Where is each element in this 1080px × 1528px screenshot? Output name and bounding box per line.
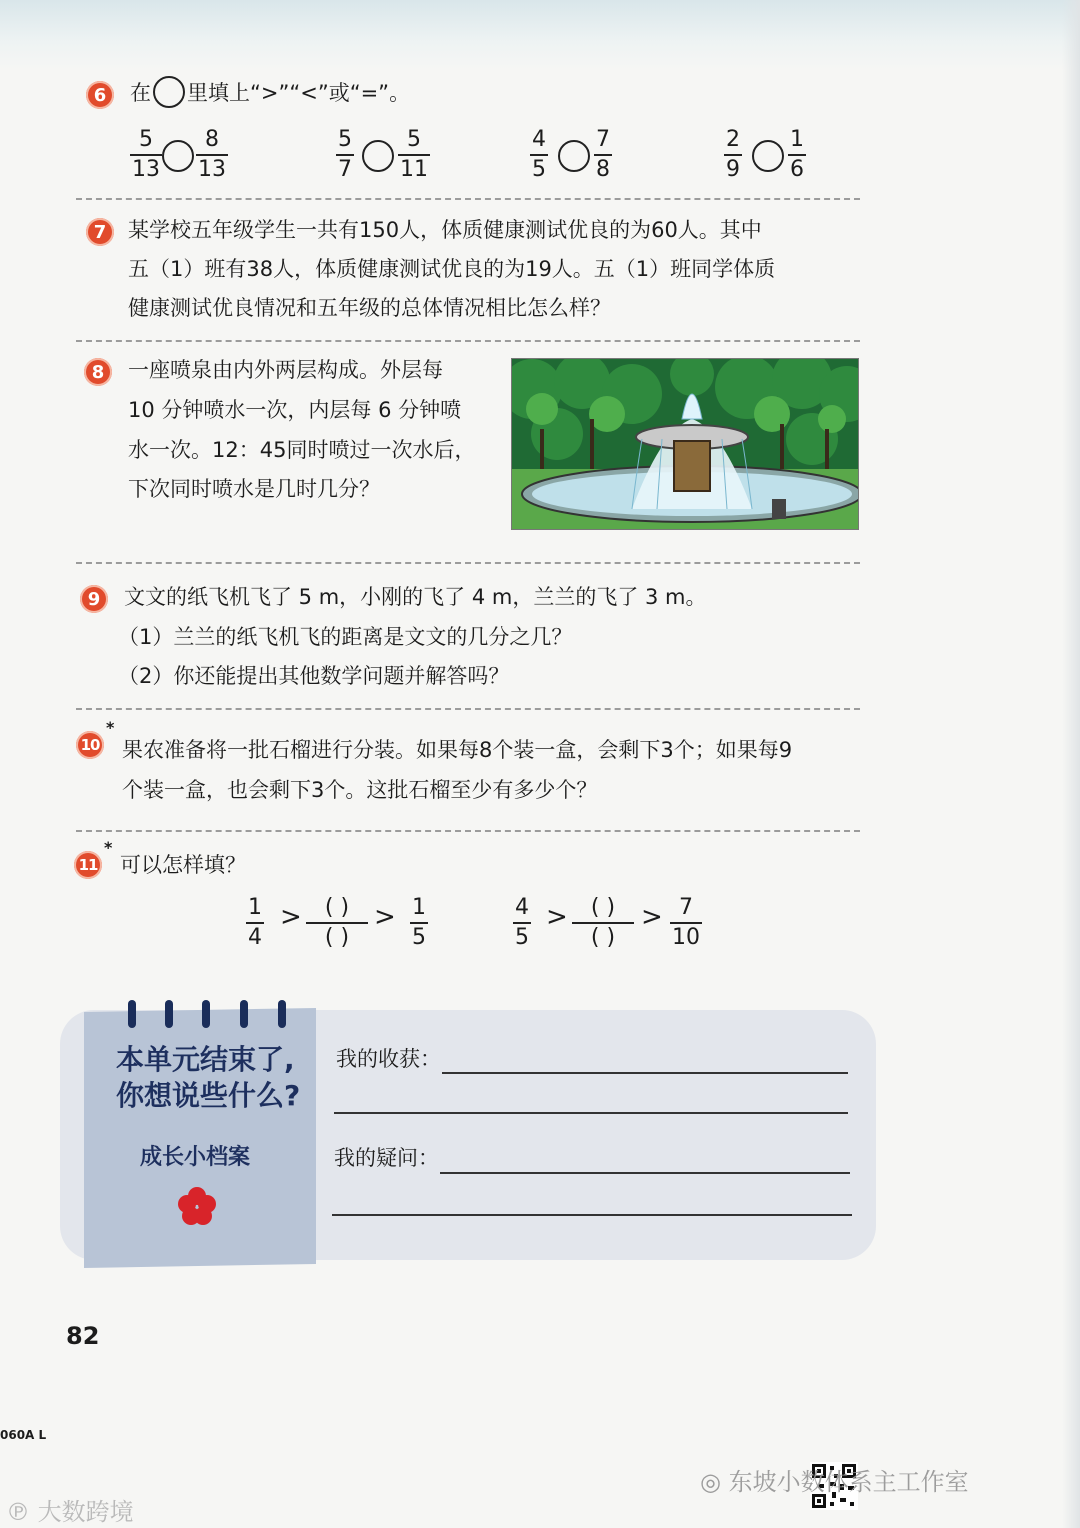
binder-ring-icon (128, 1000, 136, 1028)
page-right-edge (1062, 0, 1080, 1528)
page-number: 82 (66, 1322, 100, 1350)
summary-title-line-2: 你想说些什么? (116, 1079, 301, 1112)
fraction: 2 9 (726, 127, 740, 182)
q9-sub-2: （2）你还能提出其他数学问题并解答吗？ (118, 664, 510, 688)
question-label: 我的疑问： (334, 1146, 439, 1170)
compare-circle-icon (153, 76, 185, 108)
blank-fraction[interactable]: ( ) ( ) (306, 896, 368, 950)
answer-circle[interactable] (752, 140, 784, 172)
page-top-shade (0, 0, 1080, 70)
q10-line-1: 果农准备将一批石榴进行分装。如果每8个装一盒，会剩下3个；如果每9 (122, 738, 793, 762)
fraction: 5 11 (400, 127, 428, 182)
question-number-6 (86, 81, 114, 109)
question-number-9: 9 (80, 585, 108, 613)
q7-line-3: 健康测试优良情况和五年级的总体情况相比怎么样？ (128, 296, 611, 320)
section-divider (76, 562, 860, 564)
fraction: 5 13 (132, 127, 160, 182)
section-divider (76, 708, 860, 710)
blank-fraction[interactable]: ( ) ( ) (572, 896, 634, 950)
answer-circle[interactable] (162, 140, 194, 172)
fraction: 5 7 (338, 127, 352, 182)
q8-line-2: 10 分钟喷水一次，内层每 6 分钟喷 (128, 398, 462, 422)
binder-ring-icon (202, 1000, 210, 1028)
fraction: 1 4 (248, 895, 262, 950)
gain-write-line-2[interactable] (334, 1112, 848, 1114)
q8-line-4: 下次同时喷水是几时几分？ (128, 477, 380, 501)
greater-than-sign: > (280, 902, 302, 932)
fraction: 7 10 (672, 895, 700, 950)
section-divider (76, 198, 860, 200)
section-divider (76, 340, 860, 342)
fraction: 4 5 (515, 895, 529, 950)
greater-than-sign: > (641, 902, 663, 932)
q9-line-1: 文文的纸飞机飞了 5 m，小刚的飞了 4 m，兰兰的飞了 3 m。 (124, 585, 707, 609)
summary-title-line-1: 本单元结束了, (116, 1043, 295, 1076)
answer-circle[interactable] (558, 140, 590, 172)
watermark-logo-icon: ℗ (6, 1498, 38, 1526)
watermark-right: ◎ 东坡小数体系主工作室 (700, 1468, 969, 1496)
answer-circle[interactable] (362, 140, 394, 172)
flower-icon (176, 1186, 218, 1228)
wechat-icon: ◎ (700, 1468, 729, 1496)
q9-sub-1: （1）兰兰的纸飞机飞的距离是文文的几分之几？ (118, 625, 573, 649)
question-number-11: 11 (74, 851, 102, 879)
fountain-image (512, 359, 858, 529)
gain-write-line-1[interactable] (442, 1072, 848, 1074)
watermark-left: ℗ 大数跨境 (6, 1498, 134, 1526)
challenge-star-icon: * (106, 718, 115, 737)
q8-line-3: 水一次。12：45同时喷过一次水后， (128, 438, 476, 462)
binder-ring-icon (240, 1000, 248, 1028)
fountain-illustration (511, 358, 859, 530)
binder-ring-icon (165, 1000, 173, 1028)
q6-instruction (130, 74, 410, 113)
question-number-7: 7 (86, 218, 114, 246)
q8-line-1: 一座喷泉由内外两层构成。外层每 (128, 358, 443, 382)
question-number-8: 8 (84, 358, 112, 386)
challenge-star-icon: * (104, 838, 113, 857)
q6-instruction-pre: 在 (130, 81, 151, 105)
question-write-line-2[interactable] (332, 1214, 852, 1216)
print-code: 060A L (0, 1428, 47, 1442)
section-divider (76, 830, 860, 832)
summary-subtitle: 成长小档案 (140, 1145, 251, 1170)
fraction: 1 6 (790, 127, 804, 182)
question-number-10: 10 (76, 731, 104, 759)
gain-label: 我的收获： (336, 1047, 441, 1071)
fraction: 8 13 (198, 127, 226, 182)
greater-than-sign: > (374, 902, 396, 932)
q7-line-1: 某学校五年级学生一共有150人，体质健康测试优良的为60人。其中 (128, 218, 762, 242)
question-write-line-1[interactable] (440, 1172, 850, 1174)
fraction: 1 5 (412, 895, 426, 950)
greater-than-sign: > (546, 902, 568, 932)
binder-ring-icon (278, 1000, 286, 1028)
question-number-label: 6 (93, 84, 107, 106)
fraction: 4 5 (532, 127, 546, 182)
q10-line-2: 个装一盒，也会剩下3个。这批石榴至少有多少个？ (122, 778, 598, 802)
q11-instruction: 可以怎样填？ (120, 853, 246, 877)
fraction: 7 8 (596, 127, 610, 182)
q6-instruction-post: 里填上“>”“<”或“=”。 (187, 81, 411, 105)
q7-line-2: 五（1）班有38人，体质健康测试优良的为19人。五（1）班同学体质 (128, 257, 776, 281)
